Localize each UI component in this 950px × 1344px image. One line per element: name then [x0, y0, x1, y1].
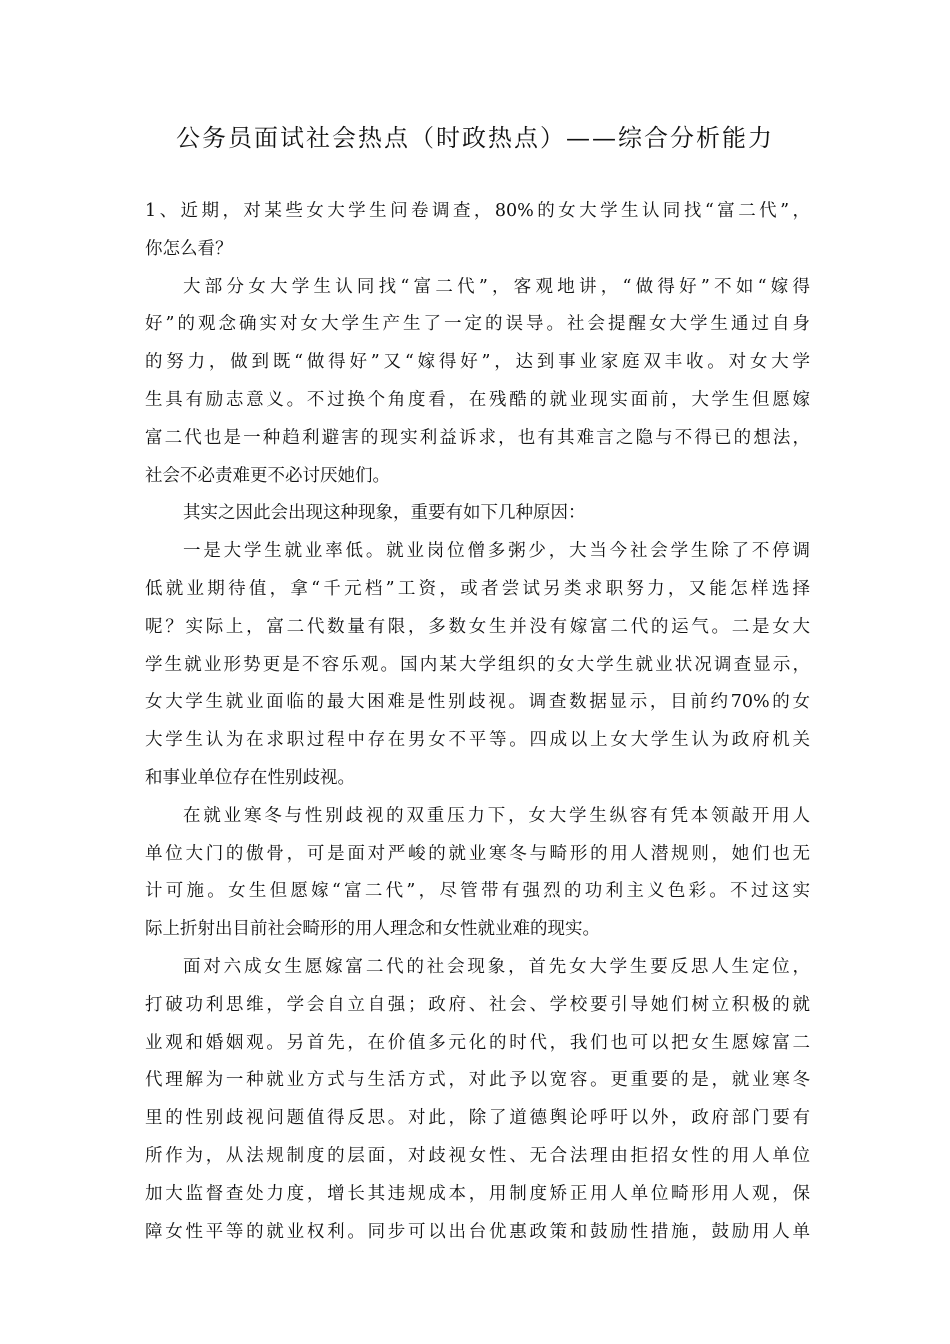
- paragraph-line: 打破功利思维，学会自立自强；政府、社会、学校要引导她们树立积极的就: [145, 994, 810, 1015]
- question-paragraph: [145, 193, 810, 269]
- paragraph-line: 的努力，做到既“做得好”又“嫁得好”，达到事业家庭双丰收。对女大学: [145, 352, 810, 373]
- paragraph-line: 际上折射出目前社会畸形的用人理念和女性就业难的现实。: [145, 919, 600, 940]
- paragraph-line: 单位大门的傲骨，可是面对严峻的就业寒冬与畸形的用人潜规则，她们也无: [145, 843, 810, 864]
- paragraph-line: 大部分女大学生认同找“富二代”，客观地讲，“做得好”不如“嫁得: [183, 276, 810, 297]
- paragraph-line: 富二代也是一种趋利避害的现实利益诉求，也有其难言之隐与不得已的想法，: [145, 427, 810, 448]
- paragraph-line: 加大监督查处力度，增长其违规成本，用制度矫正用人单位畸形用人观，保: [145, 1183, 810, 1204]
- paragraph-5: [145, 949, 810, 1251]
- paragraph-line: 呢？实际上，富二代数量有限，多数女生并没有嫁富二代的运气。二是女大: [145, 616, 810, 637]
- paragraph-line: 障女性平等的就业权利。同步可以出台优惠政策和鼓励性措施，鼓励用人单: [145, 1221, 810, 1242]
- paragraph-line: 女大学生就业面临的最大困难是性别歧视。调查数据显示，目前约70%的女: [145, 692, 810, 713]
- paragraph-line: 低就业期待值，拿“千元档”工资，或者尝试另类求职努力，又能怎样选择: [145, 578, 810, 599]
- paragraph-line: 里的性别歧视问题值得反思。对此，除了道德舆论呼吁以外，政府部门要有: [145, 1108, 810, 1129]
- paragraph-line: 面对六成女生愿嫁富二代的社会现象，首先女大学生要反思人生定位，: [183, 956, 810, 977]
- paragraph-line: 代理解为一种就业方式与生活方式，对此予以宽容。更重要的是，就业寒冬: [145, 1070, 810, 1091]
- paragraph-line: 计可施。女生但愿嫁“富二代”，尽管带有强烈的功利主义色彩。不过这实: [145, 881, 810, 902]
- paragraph-line: 和事业单位存在性别歧视。: [145, 767, 355, 788]
- paragraph-line: 好”的观念确实对女大学生产生了一定的误导。社会提醒女大学生通过自身: [145, 314, 810, 335]
- paragraph-line: 一是大学生就业率低。就业岗位僧多粥少，大当今社会学生除了不停调: [183, 541, 810, 562]
- paragraph-2: [145, 495, 810, 533]
- paragraph-line: 社会不必责难更不必讨厌她们。: [145, 465, 390, 486]
- document-body: [145, 193, 810, 1251]
- paragraph-line: 业观和婚姻观。另首先，在价值多元化的时代，我们也可以把女生愿嫁富二: [145, 1032, 810, 1053]
- paragraph-line: 在就业寒冬与性别歧视的双重压力下，女大学生纵容有凭本领敲开用人: [183, 805, 810, 826]
- paragraph-line: 生具有励志意义。不过换个角度看，在残酷的就业现实面前，大学生但愿嫁: [145, 389, 810, 410]
- paragraph-3: [145, 533, 810, 798]
- paragraph-1: [145, 269, 810, 496]
- paragraph-line: 所作为，从法规制度的层面，对歧视女性、无合法理由拒招女性的用人单位: [145, 1145, 810, 1166]
- paragraph-line: 学生就业形势更是不容乐观。国内某大学组织的女大学生就业状况调查显示，: [145, 654, 810, 675]
- paragraph-4: [145, 798, 810, 949]
- question-line: 1、近期，对某些女大学生问卷调查，80%的女大学生认同找“富二代”，: [145, 201, 810, 221]
- paragraph-line: 其实之因此会出现这种现象，重要有如下几种原因：: [183, 503, 586, 524]
- document-title: 公务员面试社会热点（时政热点）——综合分析能力: [176, 124, 774, 152]
- paragraph-line: 大学生认为在求职过程中存在男女不平等。四成以上女大学生认为政府机关: [145, 730, 810, 751]
- question-line: 你怎么看？: [145, 238, 233, 259]
